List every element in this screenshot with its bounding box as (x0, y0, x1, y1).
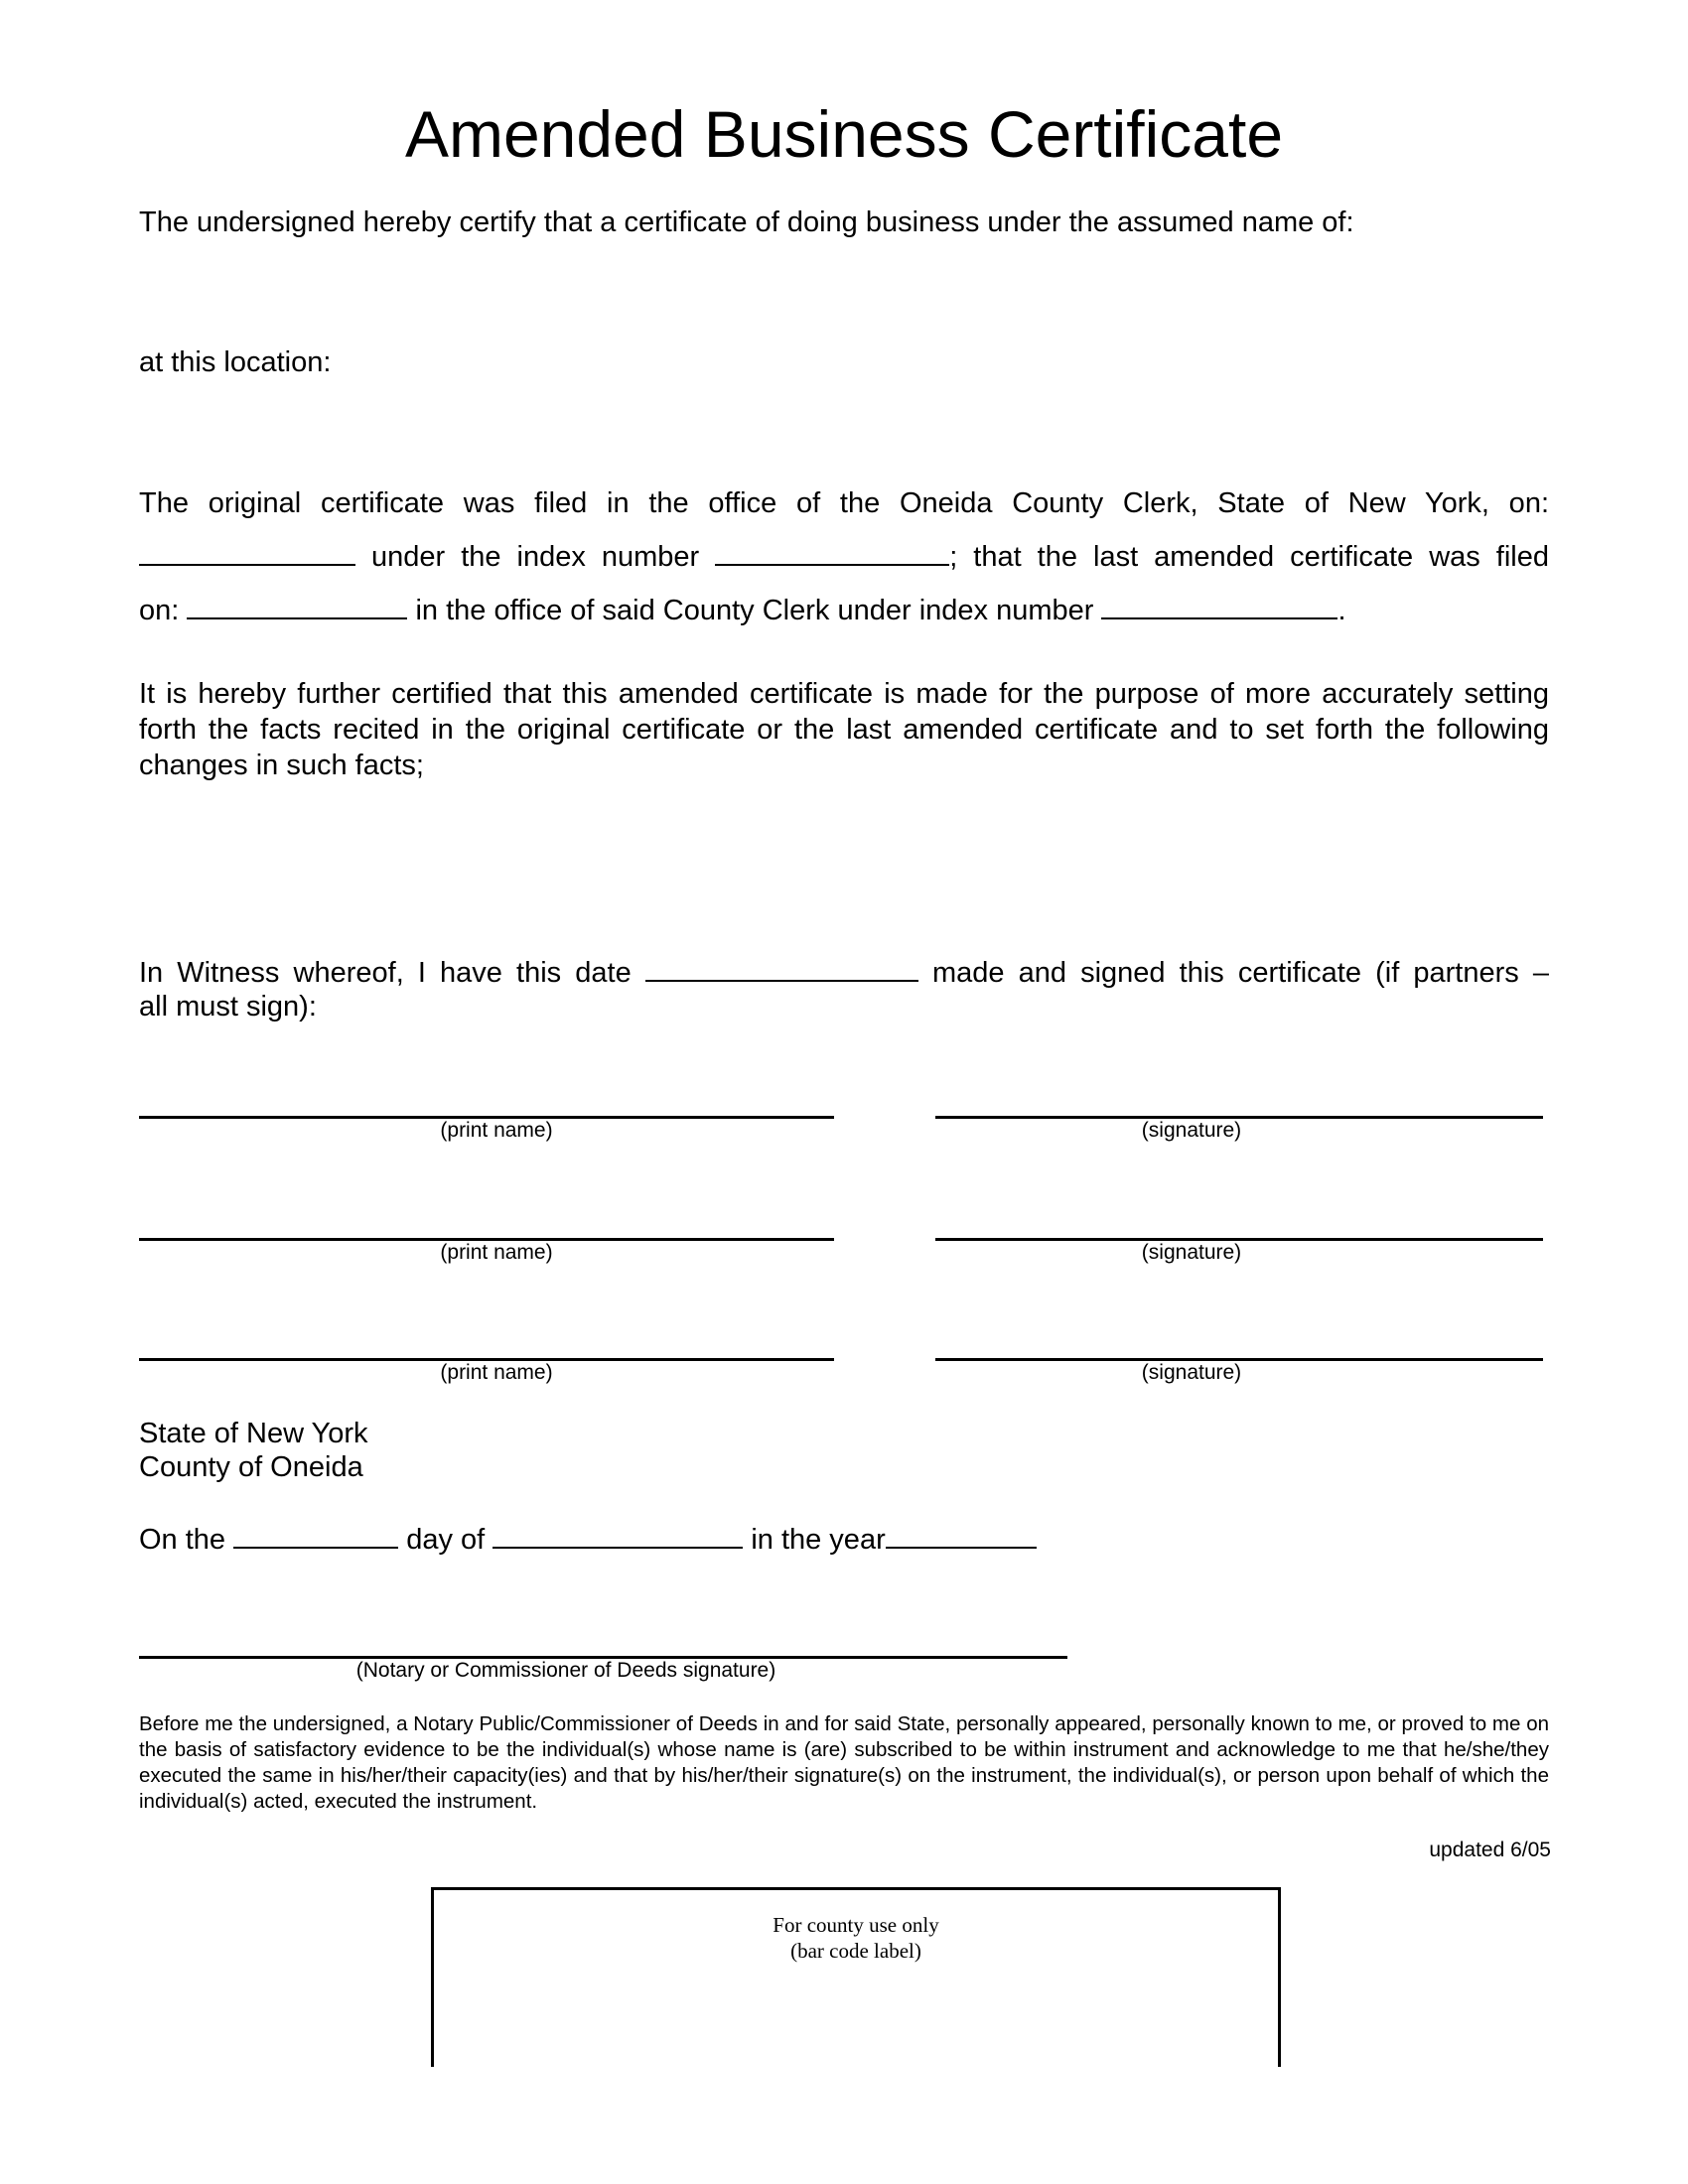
witness-date-blank[interactable] (645, 954, 918, 982)
last-amended-index-blank[interactable] (1101, 592, 1337, 619)
intro-text: The undersigned hereby certify that a certificate of doing business under the assumed name of: (139, 206, 1354, 238)
on-label: on: (139, 595, 180, 626)
signature-label-3: (signature) (1141, 1361, 1242, 1384)
print-name-label-1: (print name) (440, 1119, 553, 1142)
original-date-blank[interactable] (139, 538, 355, 566)
venue-county: County of Oneida (139, 1451, 363, 1483)
last-amended-text: ; that the last amended certificate was filed (949, 541, 1549, 573)
witness-text-2: made and signed this certificate (if partners – (931, 957, 1549, 989)
venue-state: State of New York (139, 1418, 368, 1449)
county-use-line-1: For county use only (773, 1913, 939, 1937)
on-the-text: On the (139, 1524, 226, 1556)
original-filing-line-1 (139, 485, 1549, 521)
acknowledgment-date-line (139, 1521, 1549, 1558)
print-name-label-3: (print name) (440, 1361, 553, 1384)
updated-date: updated 6/05 (1429, 1839, 1551, 1861)
in-the-year-text: in the year (751, 1524, 886, 1556)
under-index-text: under the index number (371, 541, 700, 573)
county-use-label (434, 1912, 1278, 1964)
bar-code-label-text: (bar code label) (790, 1939, 921, 1963)
notary-signature-label: (Notary or Commissioner of Deeds signature) (355, 1659, 776, 1682)
witness-line-1 (139, 954, 1549, 991)
signature-label-1: (signature) (1141, 1119, 1242, 1142)
original-filing-line-3 (139, 592, 1549, 628)
document-title: Amended Business Certificate (404, 97, 1284, 171)
further-certified-text: It is hereby further certified that this amended certificate is made for the purpose of more accurately setting forth the facts recited in the original certificate or the last amended certificate and to set forth the following changes in such facts; (139, 678, 1549, 781)
county-use-box (431, 1887, 1281, 2067)
day-blank[interactable] (233, 1521, 398, 1549)
original-filing-line-2 (139, 538, 1549, 575)
signature-label-2: (signature) (1141, 1241, 1242, 1264)
location-label: at this location: (139, 346, 332, 378)
original-index-blank[interactable] (715, 538, 949, 566)
last-amended-date-blank[interactable] (187, 592, 407, 619)
notary-paragraph: Before me the undersigned, a Notary Public/Commissioner of Deeds in and for said State, personally appeared, personally known to me, or proved to me on the basis of satisfactory evidence to be the individual(s) whose name is (are) subscribed to be within instrument and acknowledge to me that he/she/they executed the same in his/her/their capacity(ies) and that by his/her/their signature(s) on the instrument, the individual(s), or person upon behalf of which the individual(s) acted, executed the instrument. (139, 1712, 1549, 1813)
witness-text-1: In Witness whereof, I have this date (139, 957, 632, 989)
witness-line-2: all must sign): (139, 991, 317, 1023)
office-of-clerk-text: in the office of said County Clerk under index number (415, 595, 1094, 626)
period-text: . (1337, 595, 1346, 626)
original-filing-text: The original certificate was filed in the office of the Oneida County Clerk, State of New York, on: (139, 487, 1549, 519)
venue-block (139, 1417, 1549, 1484)
year-blank[interactable] (886, 1521, 1037, 1549)
month-blank[interactable] (492, 1521, 743, 1549)
day-of-text: day of (406, 1524, 486, 1556)
print-name-label-2: (print name) (440, 1241, 553, 1264)
